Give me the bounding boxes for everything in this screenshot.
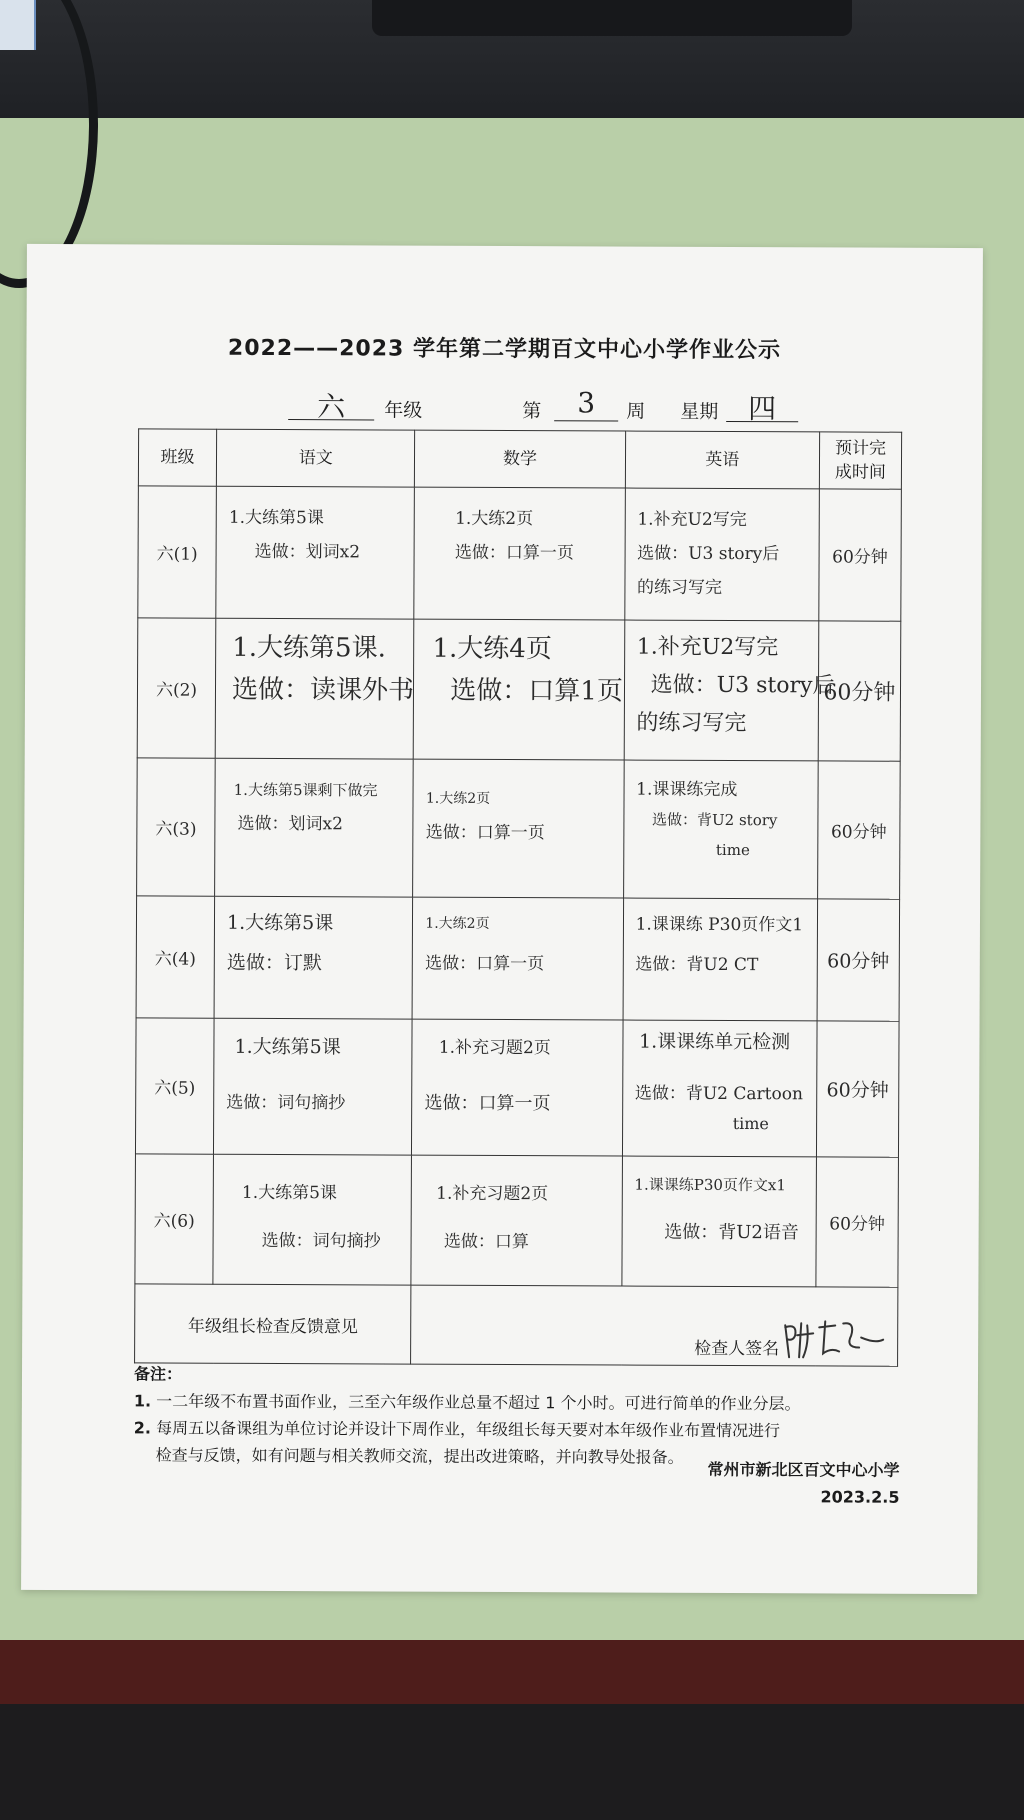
optional-line: 选做：词句摘抄 xyxy=(261,1230,381,1252)
optional-line: 选做：词句摘抄 xyxy=(226,1092,346,1114)
assignment-line: 1.大练2页 xyxy=(425,790,491,807)
signer-label: 检查人签名 xyxy=(694,1338,780,1360)
optional-line: 选做：U3 story后 xyxy=(650,672,835,699)
class-cell: 六(1) xyxy=(138,486,217,618)
note-1-number: 1. xyxy=(133,1391,152,1411)
class-cell: 六(3) xyxy=(137,758,216,896)
assignment-line: 1.课课练 P30页作文1 xyxy=(635,914,804,936)
chinese-cell xyxy=(215,618,414,759)
assignment-line: 1.大练第5课 xyxy=(227,911,334,935)
assignment-line: 1.补充习题2页 xyxy=(438,1037,551,1059)
assignment-line: 1.大练第5课 xyxy=(228,507,324,529)
week-value: 3 xyxy=(554,386,618,421)
chinese-cell xyxy=(215,758,414,897)
math-cell xyxy=(412,897,623,1020)
assignment-line: 1.大练第5课剩下做完 xyxy=(233,780,378,800)
english-cell xyxy=(624,620,835,761)
english-cell xyxy=(622,1020,817,1157)
optional-line: 选做：口算一页 xyxy=(454,542,574,564)
optional-line: 选做：背U2 story xyxy=(652,810,778,830)
assignment-line: 1.大练第5课 xyxy=(241,1182,337,1204)
assignment-line: 1.大练2页 xyxy=(425,915,490,932)
math-cell xyxy=(414,487,625,620)
optional-line: 选做：口算一页 xyxy=(425,953,545,975)
class-cell: 六(4) xyxy=(136,896,215,1018)
document-title: 2022——2023 学年第二学期百文中心小学作业公示 xyxy=(227,335,782,364)
assignment-line: 1.课课练完成 xyxy=(636,779,738,801)
header-english: 英语 xyxy=(625,431,819,489)
grade-value: 六 xyxy=(288,385,374,420)
math-cell xyxy=(414,619,625,760)
assignment-line: 1.补充U2写完 xyxy=(637,509,747,531)
table-row xyxy=(137,758,901,899)
table-header-row xyxy=(138,429,901,489)
assignment-line: 1.大练2页 xyxy=(455,508,534,530)
time-cell: 60分钟 xyxy=(818,621,901,761)
feedback-row xyxy=(135,1284,898,1366)
weekday-value: 四 xyxy=(726,387,798,422)
desk-mat-edge xyxy=(0,1640,1024,1704)
note-1-text: 一二年级不布置书面作业，三至六年级作业总量不超过 1 个小时。可进行简单的作业分层。 xyxy=(156,1391,801,1414)
chinese-cell xyxy=(214,896,413,1019)
header-time-line1: 预计完 xyxy=(834,438,887,459)
optional-line-cont: time xyxy=(715,840,750,860)
header-time xyxy=(819,432,901,489)
header-class: 班级 xyxy=(138,429,216,486)
homework-notice-sheet xyxy=(21,244,983,1594)
optional-line: 选做：口算一页 xyxy=(424,1092,551,1115)
optional-line: 选做：读课外书 xyxy=(232,674,415,706)
table-row xyxy=(136,896,900,1021)
weekday-label: 星期 xyxy=(680,400,719,423)
optional-line: 选做：U3 story后 xyxy=(637,543,780,565)
english-cell xyxy=(623,760,818,899)
time-cell: 60分钟 xyxy=(816,1021,899,1157)
optional-line: 选做：划词x2 xyxy=(254,541,361,563)
chinese-cell xyxy=(213,1154,412,1285)
optional-line-cont: 的练习写完 xyxy=(636,710,747,737)
time-cell: 60分钟 xyxy=(817,761,900,899)
optional-line-cont: time xyxy=(732,1114,769,1134)
chinese-cell xyxy=(216,486,415,619)
laptop-hinge xyxy=(372,0,852,36)
feedback-cell xyxy=(411,1285,898,1366)
assignment-line: 1.大练4页 xyxy=(432,633,552,665)
laptop-edge xyxy=(0,0,1024,118)
note-item-1 xyxy=(134,1387,924,1417)
optional-line: 选做：口算1页 xyxy=(450,675,623,707)
optional-line: 选做：背U2语音 xyxy=(664,1221,799,1244)
feedback-label: 年级组长检查反馈意见 xyxy=(135,1284,412,1364)
class-cell: 六(5) xyxy=(135,1018,214,1154)
math-cell xyxy=(411,1155,622,1286)
chinese-cell xyxy=(214,1018,413,1155)
header-time-line2: 成时间 xyxy=(834,462,886,483)
table-row xyxy=(135,1154,899,1287)
table-row xyxy=(135,1018,899,1157)
assignment-line: 1.课课练单元检测 xyxy=(639,1030,791,1054)
class-cell: 六(2) xyxy=(137,618,216,758)
assignment-line: 1.补充U2写完 xyxy=(636,634,779,661)
notes-heading: 备注： xyxy=(133,1364,183,1384)
optional-line: 选做：背U2 Cartoon xyxy=(634,1083,803,1105)
school-name: 常州市新北区百文中心小学 xyxy=(707,1459,900,1480)
optional-line: 选做：划词x2 xyxy=(237,813,343,835)
handwritten-signature xyxy=(779,1317,885,1363)
week-prefix: 第 xyxy=(522,400,542,423)
english-cell xyxy=(623,898,818,1021)
assignment-line: 1.课课练P30页作文x1 xyxy=(634,1175,786,1195)
notes-section xyxy=(134,1360,924,1471)
floor-background xyxy=(0,1704,1024,1820)
header-chinese: 语文 xyxy=(216,429,414,487)
grade-label: 年级 xyxy=(384,399,423,422)
assignment-line: 1.大练第5课. xyxy=(232,632,386,664)
english-cell xyxy=(624,488,819,621)
note-2-text: 每周五以备课组为单位讨论并设计下周作业，年级组长每天要对本年级作业布置情况进行 xyxy=(156,1418,781,1441)
assignment-line: 1.大练第5课 xyxy=(234,1035,341,1059)
note-2-continuation: 检查与反馈，如有问题与相关教师交流，提出改进策略，并向教导处报备。 xyxy=(155,1445,684,1467)
time-cell: 60分钟 xyxy=(819,489,902,621)
time-cell: 60分钟 xyxy=(816,1157,899,1287)
math-cell xyxy=(412,1019,623,1156)
class-cell: 六(6) xyxy=(135,1154,214,1284)
optional-line: 选做：订默 xyxy=(226,951,322,975)
english-cell xyxy=(622,1156,817,1287)
homework-table xyxy=(134,428,902,1366)
optional-line: 选做：口算 xyxy=(443,1231,529,1253)
issue-date: 2023.2.5 xyxy=(820,1487,900,1507)
header-math: 数学 xyxy=(415,430,626,488)
optional-line: 选做：口算一页 xyxy=(425,822,545,844)
week-suffix: 周 xyxy=(626,400,646,423)
optional-line-cont: 的练习写完 xyxy=(637,577,723,598)
grade-week-line xyxy=(26,384,982,428)
time-cell: 60分钟 xyxy=(817,899,900,1021)
table-row xyxy=(138,486,902,621)
optional-line: 选做：背U2 CT xyxy=(635,954,759,976)
table-row xyxy=(137,618,901,761)
note-item-2 xyxy=(134,1414,924,1444)
assignment-line: 1.补充习题2页 xyxy=(436,1183,549,1205)
note-2-number: 2. xyxy=(133,1418,152,1438)
math-cell xyxy=(413,759,624,898)
